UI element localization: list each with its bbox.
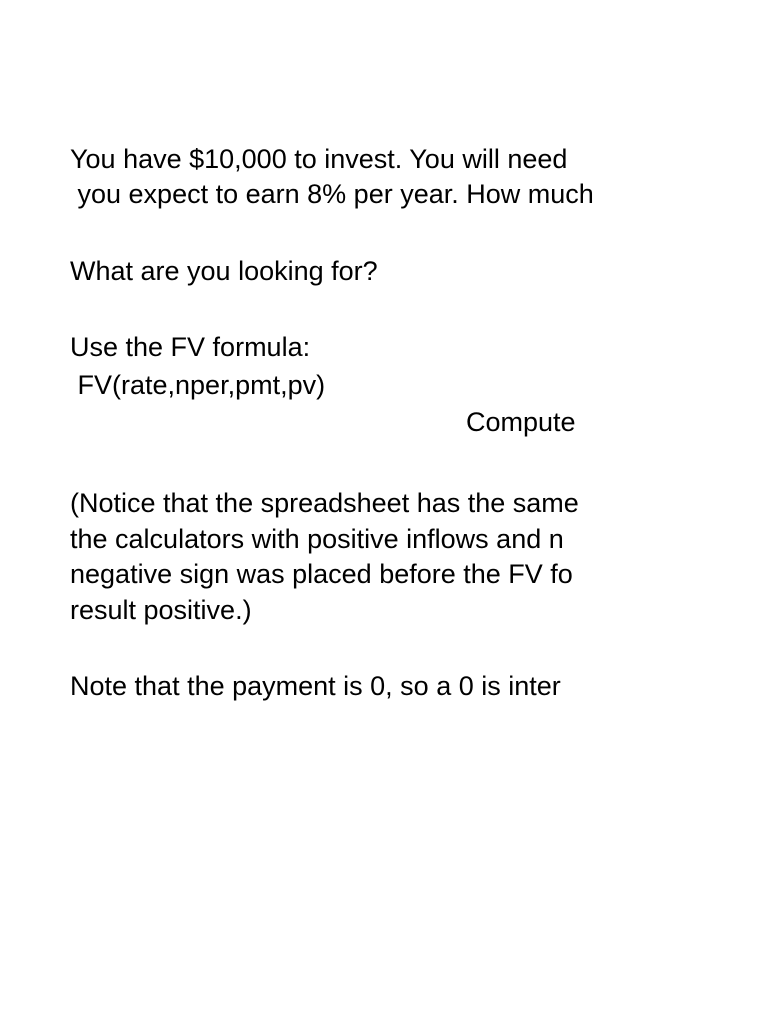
note-line: Note that the payment is 0, so a 0 is inter — [70, 671, 561, 701]
notice-line-4: result positive.) — [70, 595, 252, 625]
question-text: What are you looking for? — [70, 256, 378, 286]
compute-label: Compute — [466, 407, 576, 437]
notice-line-3: negative sign was placed before the FV fo — [70, 559, 573, 589]
notice-line-1: (Notice that the spreadsheet has the same — [70, 488, 579, 518]
use-formula-text: Use the FV formula: — [70, 332, 311, 362]
notice-line-2: the calculators with positive inflows and n — [70, 524, 564, 554]
problem-line-2: you expect to earn 8% per year. How much — [70, 179, 594, 209]
formula-syntax: FV(rate,nper,pmt,pv) — [70, 370, 326, 400]
problem-line-1: You have $10,000 to invest. You will need — [70, 144, 568, 174]
